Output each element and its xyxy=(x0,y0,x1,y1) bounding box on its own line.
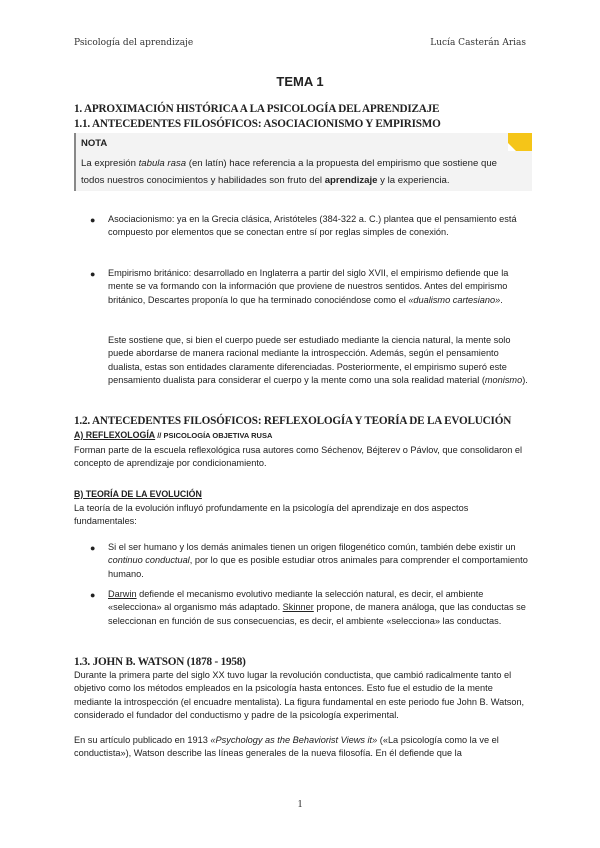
paragraph-reflexologia: Forman parte de la escuela reflexológica rusa autores como Séchenov, Béjterev o Pávlov, que consolidaron el concepto de aprendizaje por condicionamiento. xyxy=(74,445,523,469)
paragraph-watson-1: Durante la primera parte del siglo XX tuvo lugar la revolución conductista, que cambió radicalmente tanto el objetivo como los métodos empleados en la psicología hasta entonces. Esto fue el estudio de la mente mediante la introspección (el encuadre mentalista). La figura fundamental en este periodo fue John B. Watson, considerado el fundador del conductismo y padre de la psicología experimental. xyxy=(74,670,525,721)
bullet-icon: ● xyxy=(90,590,96,600)
note-title: NOTA xyxy=(81,138,108,149)
bullet-icon: ● xyxy=(90,543,96,553)
page-number: 1 xyxy=(297,799,303,810)
paragraph-watson-2: En su artículo publicado en 1913 «Psychology as the Behaviorist Views it» («La psicología como la ve el conductista»), Watson describe las líneas generales de la nueva filosofía. En él defiende que la xyxy=(74,735,499,759)
paragraph-dualismo: Este sostiene que, si bien el cuerpo puede ser estudiado mediante la ciencia natural, la mente solo puede abordarse de manera racional mediante la introspección. Además, según el pensamiento dualista, estas son entidades claramente diferenciadas. Posteriormente, el empirismo superó este pensamiento dualista para considerar el cuerpo y la mente como una sola realidad material (monismo). xyxy=(108,335,528,386)
header-course: Psicología del aprendizaje xyxy=(74,38,194,48)
bullet-empirismo: Empirismo británico: desarrollado en Inglaterra a partir del siglo XVII, el empirismo defiende que la mente se va formando con la información que proviene de nuestros sentidos. Antes del empirismo británico, Descartes proponía lo que ha terminado conociéndose como el «dualismo cartesiano». xyxy=(108,268,509,305)
bullet-asociacionismo: Asociacionismo: ya en la Grecia clásica, Aristóteles (384-322 a. C.) plantea que el pensamiento está compuesto por elementos que se conectan entre sí por reglas simples de conexión. xyxy=(108,214,517,238)
header-author: Lucía Casterán Arias xyxy=(430,38,526,48)
sticky-note-icon xyxy=(508,133,532,151)
bullet-darwin-skinner: Darwin defiende el mecanismo evolutivo mediante la selección natural, es decir, el ambiente «selecciona» al organismo más adaptado. Skinner propone, de manera análoga, que las conductas se seleccionan en función de sus consecuencias, es decir, el ambiente «selecciona» las conductas. xyxy=(108,589,526,626)
bullet-continuo-conductual: Si el ser humano y los demás animales tienen un origen filogenético común, también debe existir un continuo conductual, por lo que es posible estudiar otros animales para comprender el comportamiento humano. xyxy=(108,542,528,579)
bullet-icon: ● xyxy=(90,269,96,279)
section-heading-1: 1. APROXIMACIÓN HISTÓRICA A LA PSICOLOGÍA DEL APRENDIZAJE xyxy=(74,103,440,115)
subheading-evolucion: B) TEORÍA DE LA EVOLUCIÓN xyxy=(74,489,202,499)
paragraph-evolucion: La teoría de la evolución influyó profundamente en la psicología del aprendizaje en dos aspectos fundamentales: xyxy=(74,503,469,527)
section-heading-1-2: 1.2. ANTECEDENTES FILOSÓFICOS: REFLEXOLOGÍA Y TEORÍA DE LA EVOLUCIÓN xyxy=(74,415,512,427)
subheading-reflexologia: A) REFLEXOLOGÍA // PSICOLOGÍA OBJETIVA RUSA xyxy=(74,430,273,440)
bullet-icon: ● xyxy=(90,215,96,225)
section-heading-1-3: 1.3. JOHN B. WATSON (1878 - 1958) xyxy=(74,656,246,668)
page-title: TEMA 1 xyxy=(276,74,324,89)
section-heading-1-1: 1.1. ANTECEDENTES FILOSÓFICOS: ASOCIACIONISMO Y EMPIRISMO xyxy=(74,118,441,130)
note-body: La expresión tabula rasa (en latín) hace referencia a la propuesta del empirismo que sostiene que todos nuestros conocimientos y habilidades son fruto del aprendizaje y la experiencia. xyxy=(81,158,497,186)
note-box xyxy=(74,133,532,191)
